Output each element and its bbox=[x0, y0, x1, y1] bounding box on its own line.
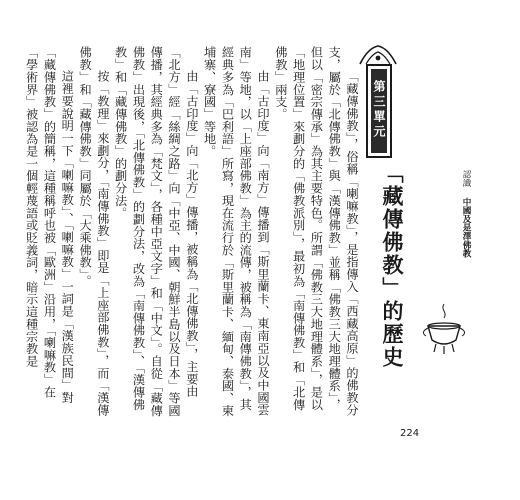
paragraph-1: 「藏傳佛教」，俗稱「喇嘛教」，是指傳入「西藏高原」的佛教分支，屬於「北傳佛教」與「漢傳佛教」並稱「佛教三大地理體系」，但以「密宗傳承」為其主要特色。所謂「佛教三大地理體系」，是以「地理位置」來劃分的「佛教派別」，最初為「南傳佛教」和「北傳佛教」兩支。 bbox=[273, 46, 359, 417]
chapter-label: 第三單元 bbox=[372, 80, 386, 140]
incense-pot-icon bbox=[414, 300, 474, 360]
running-header bbox=[446, 170, 472, 300]
paragraph-2: 由「古印度」向「南方」傳播到「斯里蘭卡、東南亞以及中國雲南」等地，以「上座部佛教」為主的流傳，被稱為「南傳佛教」，其經典多為「巴利語」所寫，現在流行於「斯里蘭卡、緬甸、泰國、柬埔寨、寮國」等地。 bbox=[202, 46, 271, 417]
body-text bbox=[24, 46, 360, 422]
book-title: 中國及是澤佛教 bbox=[461, 197, 471, 258]
paragraph-5: 這裡要說明一下「喇嘛教」、「喇嘛教」一詞是「漢族民間」對「藏傳佛教」的簡稱，這種稱呼也被「歐洲」沿用，「喇嘛教」在「學術界」被認為是一個輕蔑語或貶義詞，暗示這種宗教是 bbox=[24, 46, 75, 404]
chapter-ornament-icon bbox=[358, 44, 398, 66]
chapter-title: 「藏傳佛教」的歷史 bbox=[380, 162, 404, 369]
paragraph-4: 按「教理」來劃分，「南傳佛教」即是「上座部佛教」，而「漢傳佛教」和「藏傳佛教」同屬於「大乘佛教」。 bbox=[78, 46, 110, 417]
series-label: 認識 bbox=[461, 170, 471, 188]
paragraph-3: 由「古印度」向「北方」傳播，被稱為「北傳佛教」，主要由「北方」經「絲綢之路」向「中亞、中國、朝鮮半島以及日本」等國傳播，其經典多為「梵文」，各種中亞文字」和「中文」。自從「藏傳佛教」出現後，「北傳佛教」的劃分法，改為「南傳佛教」、「漢傳佛教」和「藏傳佛教」的劃分法。 bbox=[113, 46, 199, 417]
page-number: 224 bbox=[400, 428, 420, 439]
chapter-label-box bbox=[366, 64, 392, 158]
